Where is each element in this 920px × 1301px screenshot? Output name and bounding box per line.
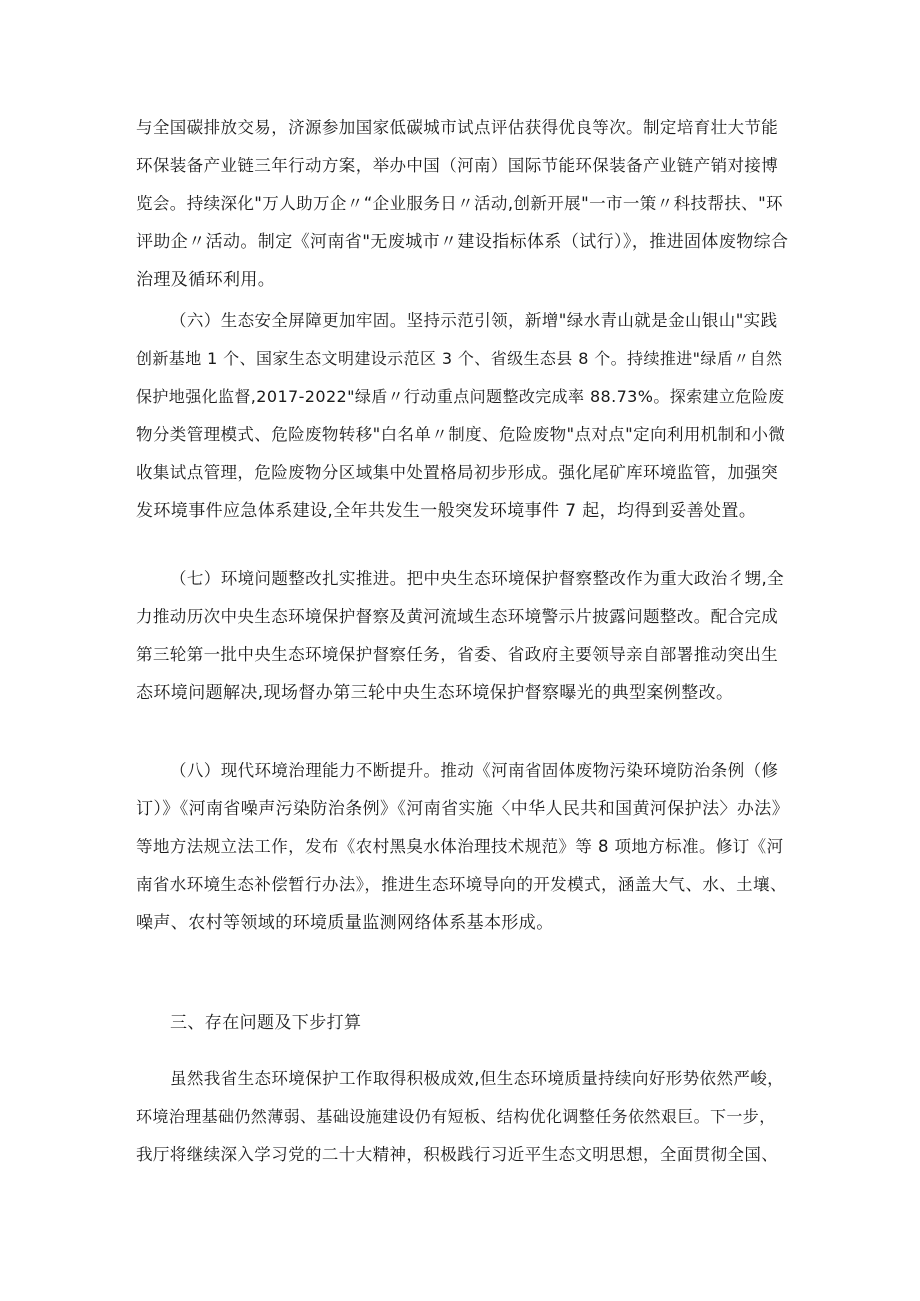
text-line: 力推动历次中央生态环境保护督察及黄河流域生态环境警示片披露问题整改。配合完成 bbox=[136, 607, 779, 626]
text-line: 噪声、农村等领域的环境质量监测网络体系基本形成。 bbox=[136, 913, 554, 933]
text-line: 环保装备产业链三年行动方案，举办中国（河南）国际节能环保装备产业链产销对接博 bbox=[136, 156, 779, 175]
text-line: 环境治理基础仍然薄弱、基础设施建设仍有短板、结构优化调整任务依然艰巨。下一步， bbox=[136, 1107, 776, 1126]
text-line: 态环境问题解决,现场督办第三轮中央生态环境保护督察曝光的典型案例整改。 bbox=[136, 683, 734, 703]
text-line: 南省水环境生态补偿暂行办法》，推进生态环境导向的开发模式，涵盖大气、水、土壤、 bbox=[136, 875, 787, 894]
paragraph-rectification bbox=[136, 560, 790, 712]
paragraph-outlook bbox=[136, 1060, 790, 1174]
text-line: （六）生态安全屏障更加牢固。坚持示范引领，新增"绿水青山就是金山银山"实践 bbox=[170, 311, 778, 330]
paragraph-ecological-security bbox=[136, 302, 790, 530]
text-line: 保护地强化监督,2017-2022"绿盾〃行动重点问题整改完成率 88.73%。探索建立危险废 bbox=[136, 387, 785, 406]
text-line: 虽然我省生态环境保护工作取得积极成效,但生态环境质量持续向好形势依然严峻， bbox=[170, 1069, 785, 1088]
section-heading bbox=[136, 1004, 790, 1042]
text-line: 创新基地 1 个、国家生态文明建设示范区 3 个、省级生态县 8 个。持续推进"绿盾〃自然 bbox=[136, 349, 783, 368]
text-line: （八）现代环境治理能力不断提升。推动《河南省固体废物污染环境防治条例（修 bbox=[170, 761, 779, 780]
text-line: 评助企〃活动。制定《河南省"无废城市〃建设指标体系（试行）》，推进固体废物综合 bbox=[136, 232, 789, 252]
paragraph-carbon-trading bbox=[136, 109, 790, 299]
text-line: 与全国碳排放交易，济源参加国家低碳城市试点评估获得优良等次。制定培育壮大节能 bbox=[136, 118, 779, 137]
text-line: （七）环境问题整改扎实推进。把中央生态环境保护督察整改作为重大政治彳甥,全 bbox=[170, 569, 785, 588]
text-line: 览会。持续深化"万人助万企〃“企业服务日〃活动,创新开展"一市一策〃科技帮扶、"环 bbox=[136, 194, 783, 213]
text-line: 第三轮第一批中央生态环境保护督察任务，省委、省政府主要领导亲自部署推动突出生 bbox=[136, 645, 779, 664]
heading-text: 三、存在问题及下步打算 bbox=[170, 1013, 362, 1033]
text-line: 订）》《河南省噪声污染防治条例》《河南省实施〈中华人民共和国黄河保护法〉办法》 bbox=[136, 799, 790, 819]
text-line: 物分类管理模式、危险废物转移"白名单〃制度、危险废物"点对点"定向利用机制和小微 bbox=[136, 425, 786, 444]
text-line: 发环境事件应急体系建设,全年共发生一般突发环境事件 7 起，均得到妥善处置。 bbox=[136, 501, 757, 521]
paragraph-governance bbox=[136, 752, 790, 942]
text-line: 收集试点管理，危险废物分区域集中处置格局初步形成。强化尾矿库环境监管，加强突 bbox=[136, 463, 779, 482]
text-line: 等地方法规立法工作，发布《农村黑臭水体治理技术规范》等 8 项地方标准。修订《河 bbox=[136, 837, 784, 856]
text-line: 治理及循环利用。 bbox=[136, 270, 276, 290]
text-line: 我厅将继续深入学习党的二十大精神，积极践行习近平生态文明思想，全面贯彻全国、 bbox=[136, 1145, 779, 1164]
